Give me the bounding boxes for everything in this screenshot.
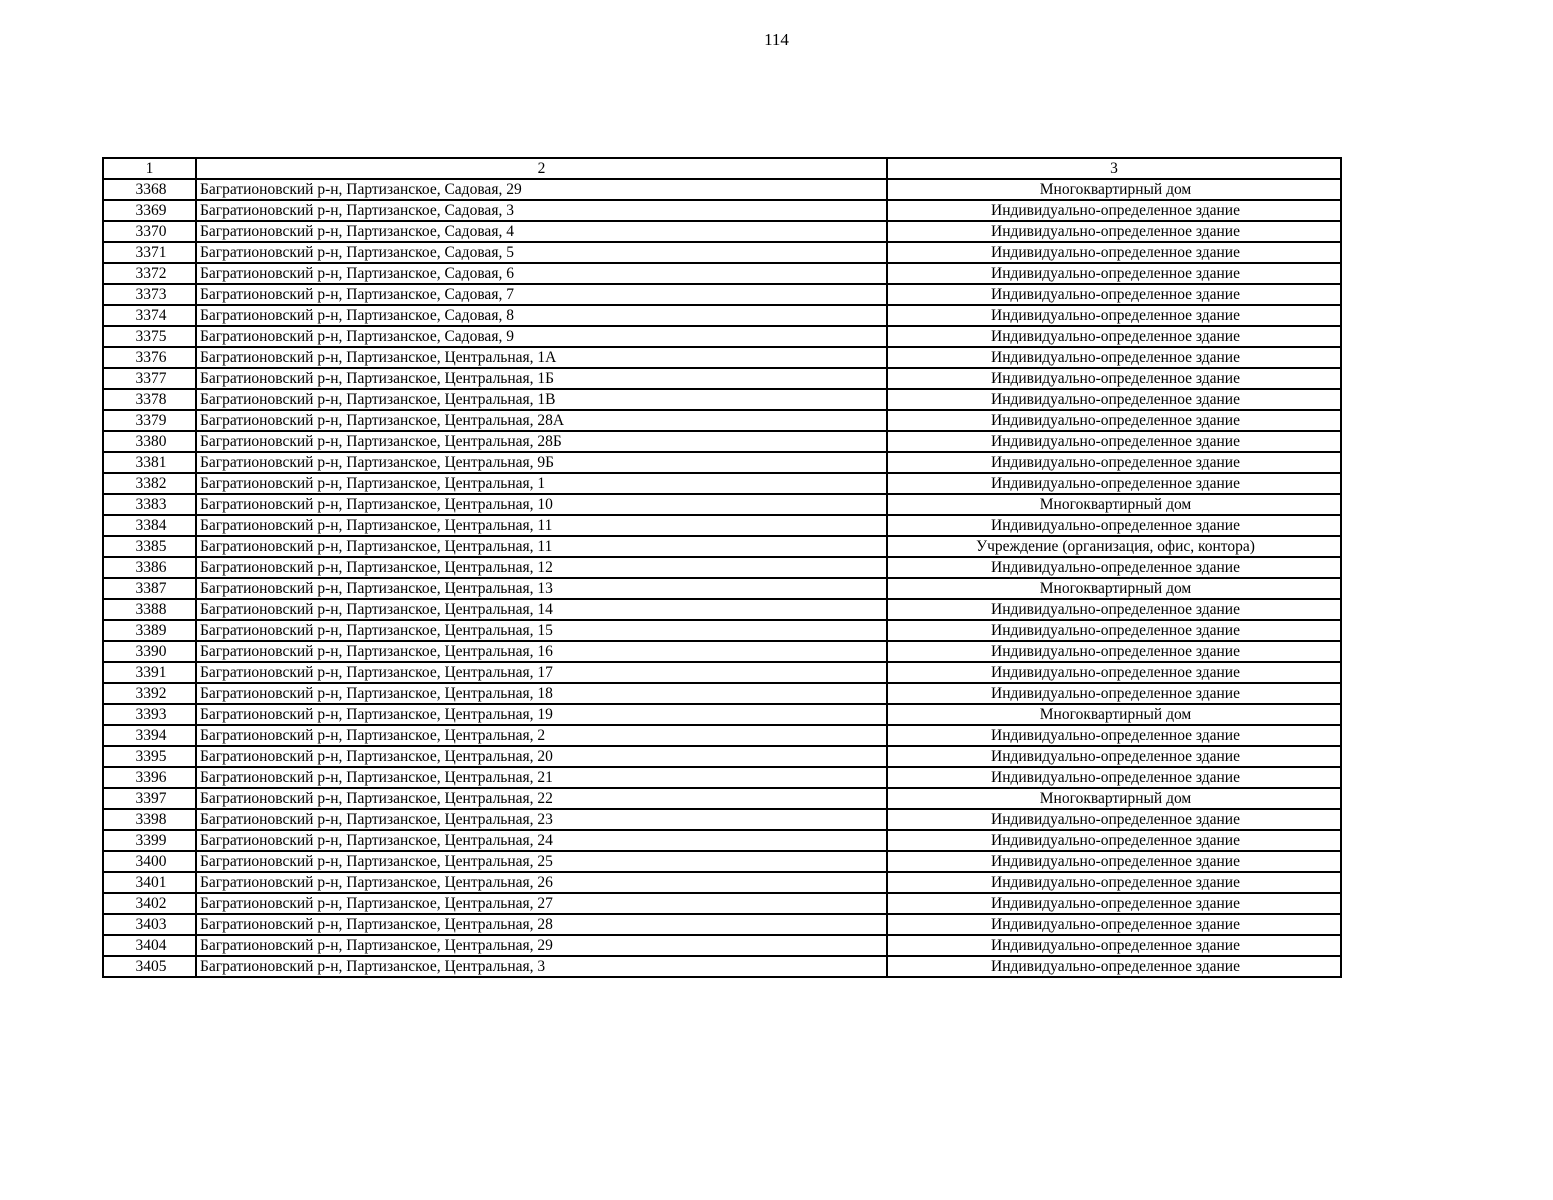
building-type-cell: Индивидуально-определенное здание	[887, 221, 1341, 242]
address-cell: Багратионовский р-н, Партизанское, Садовая, 5	[196, 242, 887, 263]
row-number-cell: 3378	[103, 389, 196, 410]
address-cell: Багратионовский р-н, Партизанское, Центральная, 27	[196, 893, 887, 914]
row-number-cell: 3398	[103, 809, 196, 830]
table-row	[103, 305, 1341, 326]
address-cell: Багратионовский р-н, Партизанское, Центральная, 28А	[196, 410, 887, 431]
building-type-cell: Индивидуально-определенное здание	[887, 851, 1341, 872]
row-number-cell: 3371	[103, 242, 196, 263]
address-cell: Багратионовский р-н, Партизанское, Центральная, 22	[196, 788, 887, 809]
address-cell: Багратионовский р-н, Партизанское, Центральная, 9Б	[196, 452, 887, 473]
address-cell: Багратионовский р-н, Партизанское, Центральная, 15	[196, 620, 887, 641]
table-row	[103, 746, 1341, 767]
building-type-cell: Индивидуально-определенное здание	[887, 599, 1341, 620]
table-row	[103, 872, 1341, 893]
row-number-cell: 3396	[103, 767, 196, 788]
table-row	[103, 830, 1341, 851]
table-row	[103, 851, 1341, 872]
address-cell: Багратионовский р-н, Партизанское, Центральная, 13	[196, 578, 887, 599]
table-row	[103, 578, 1341, 599]
row-number-cell: 3377	[103, 368, 196, 389]
row-number-cell: 3376	[103, 347, 196, 368]
building-type-cell: Индивидуально-определенное здание	[887, 557, 1341, 578]
row-number-cell: 3395	[103, 746, 196, 767]
table-row	[103, 956, 1341, 977]
address-cell: Багратионовский р-н, Партизанское, Садовая, 29	[196, 179, 887, 200]
building-type-cell: Индивидуально-определенное здание	[887, 620, 1341, 641]
building-type-cell: Индивидуально-определенное здание	[887, 515, 1341, 536]
building-type-cell: Индивидуально-определенное здание	[887, 893, 1341, 914]
table-row	[103, 935, 1341, 956]
row-number-cell: 3390	[103, 641, 196, 662]
address-cell: Багратионовский р-н, Партизанское, Центральная, 1	[196, 473, 887, 494]
table-row	[103, 620, 1341, 641]
building-type-cell: Индивидуально-определенное здание	[887, 956, 1341, 977]
row-number-cell: 3375	[103, 326, 196, 347]
table-row	[103, 473, 1341, 494]
building-type-cell: Индивидуально-определенное здание	[887, 683, 1341, 704]
table-row	[103, 326, 1341, 347]
building-type-cell: Многоквартирный дом	[887, 788, 1341, 809]
address-cell: Багратионовский р-н, Партизанское, Центральная, 26	[196, 872, 887, 893]
address-cell: Багратионовский р-н, Партизанское, Центральная, 28Б	[196, 431, 887, 452]
table-row	[103, 200, 1341, 221]
building-type-cell: Индивидуально-определенное здание	[887, 347, 1341, 368]
building-type-cell: Многоквартирный дом	[887, 704, 1341, 725]
address-cell: Багратионовский р-н, Партизанское, Центральная, 11	[196, 536, 887, 557]
address-cell: Багратионовский р-н, Партизанское, Садовая, 4	[196, 221, 887, 242]
table-body	[103, 158, 1341, 977]
address-cell: Багратионовский р-н, Партизанское, Центральная, 28	[196, 914, 887, 935]
table-row	[103, 599, 1341, 620]
address-cell: Багратионовский р-н, Партизанское, Садовая, 9	[196, 326, 887, 347]
address-cell: Багратионовский р-н, Партизанское, Центральная, 14	[196, 599, 887, 620]
row-number-cell: 3387	[103, 578, 196, 599]
row-number-cell: 3386	[103, 557, 196, 578]
row-number-cell: 3369	[103, 200, 196, 221]
table-row	[103, 494, 1341, 515]
address-cell: Багратионовский р-н, Партизанское, Центральная, 3	[196, 956, 887, 977]
row-number-cell: 3380	[103, 431, 196, 452]
address-cell: Багратионовский р-н, Партизанское, Центральная, 20	[196, 746, 887, 767]
building-type-cell: Индивидуально-определенное здание	[887, 368, 1341, 389]
row-number-cell: 3405	[103, 956, 196, 977]
building-type-cell: Индивидуально-определенное здание	[887, 263, 1341, 284]
building-type-cell: Индивидуально-определенное здание	[887, 473, 1341, 494]
building-type-cell: Многоквартирный дом	[887, 179, 1341, 200]
table-row	[103, 914, 1341, 935]
table-row	[103, 788, 1341, 809]
row-number-cell: 3391	[103, 662, 196, 683]
row-number-cell: 3399	[103, 830, 196, 851]
row-number-cell: 3392	[103, 683, 196, 704]
address-cell: Багратионовский р-н, Партизанское, Центральная, 11	[196, 515, 887, 536]
building-type-cell: Многоквартирный дом	[887, 578, 1341, 599]
table-row	[103, 347, 1341, 368]
table-row	[103, 389, 1341, 410]
table-row	[103, 683, 1341, 704]
address-cell: Багратионовский р-н, Партизанское, Садовая, 3	[196, 200, 887, 221]
table-row	[103, 179, 1341, 200]
address-cell: Багратионовский р-н, Партизанское, Садовая, 6	[196, 263, 887, 284]
building-type-cell: Индивидуально-определенное здание	[887, 389, 1341, 410]
address-cell: Багратионовский р-н, Партизанское, Садовая, 8	[196, 305, 887, 326]
table-row	[103, 284, 1341, 305]
row-number-cell: 3389	[103, 620, 196, 641]
row-number-cell: 3370	[103, 221, 196, 242]
address-cell: Багратионовский р-н, Партизанское, Центральная, 29	[196, 935, 887, 956]
building-type-cell: Индивидуально-определенное здание	[887, 242, 1341, 263]
address-cell: Багратионовский р-н, Партизанское, Центральная, 12	[196, 557, 887, 578]
building-type-cell: Индивидуально-определенное здание	[887, 746, 1341, 767]
row-number-cell: 3383	[103, 494, 196, 515]
row-number-cell: 3404	[103, 935, 196, 956]
table-row	[103, 809, 1341, 830]
row-number-cell: 3372	[103, 263, 196, 284]
column-header-3: 3	[887, 158, 1341, 179]
table-row	[103, 242, 1341, 263]
building-type-cell: Индивидуально-определенное здание	[887, 872, 1341, 893]
address-cell: Багратионовский р-н, Партизанское, Центральная, 23	[196, 809, 887, 830]
building-type-cell: Индивидуально-определенное здание	[887, 410, 1341, 431]
building-type-cell: Индивидуально-определенное здание	[887, 662, 1341, 683]
address-cell: Багратионовский р-н, Партизанское, Садовая, 7	[196, 284, 887, 305]
row-number-cell: 3382	[103, 473, 196, 494]
table-row	[103, 641, 1341, 662]
building-type-cell: Индивидуально-определенное здание	[887, 284, 1341, 305]
row-number-cell: 3381	[103, 452, 196, 473]
table-row	[103, 515, 1341, 536]
address-cell: Багратионовский р-н, Партизанское, Центральная, 1В	[196, 389, 887, 410]
table-row	[103, 263, 1341, 284]
building-type-cell: Индивидуально-определенное здание	[887, 641, 1341, 662]
table-row	[103, 767, 1341, 788]
building-type-cell: Индивидуально-определенное здание	[887, 767, 1341, 788]
row-number-cell: 3384	[103, 515, 196, 536]
row-number-cell: 3368	[103, 179, 196, 200]
row-number-cell: 3374	[103, 305, 196, 326]
table-row	[103, 725, 1341, 746]
row-number-cell: 3403	[103, 914, 196, 935]
building-type-cell: Индивидуально-определенное здание	[887, 431, 1341, 452]
building-type-cell: Индивидуально-определенное здание	[887, 200, 1341, 221]
address-cell: Багратионовский р-н, Партизанское, Центральная, 10	[196, 494, 887, 515]
row-number-cell: 3393	[103, 704, 196, 725]
column-header-1: 1	[103, 158, 196, 179]
address-cell: Багратионовский р-н, Партизанское, Центральная, 1Б	[196, 368, 887, 389]
row-number-cell: 3400	[103, 851, 196, 872]
table-row	[103, 452, 1341, 473]
building-type-cell: Индивидуально-определенное здание	[887, 830, 1341, 851]
row-number-cell: 3401	[103, 872, 196, 893]
row-number-cell: 3379	[103, 410, 196, 431]
building-type-cell: Индивидуально-определенное здание	[887, 452, 1341, 473]
row-number-cell: 3373	[103, 284, 196, 305]
row-number-cell: 3402	[103, 893, 196, 914]
address-cell: Багратионовский р-н, Партизанское, Центральная, 19	[196, 704, 887, 725]
row-number-cell: 3388	[103, 599, 196, 620]
page-number: 114	[764, 30, 789, 49]
building-type-cell: Многоквартирный дом	[887, 494, 1341, 515]
address-cell: Багратионовский р-н, Партизанское, Центральная, 18	[196, 683, 887, 704]
building-type-cell: Индивидуально-определенное здание	[887, 809, 1341, 830]
building-type-cell: Индивидуально-определенное здание	[887, 725, 1341, 746]
table-row	[103, 704, 1341, 725]
column-header-2: 2	[196, 158, 887, 179]
building-type-cell: Учреждение (организация, офис, контора)	[887, 536, 1341, 557]
row-number-cell: 3385	[103, 536, 196, 557]
address-cell: Багратионовский р-н, Партизанское, Центральная, 21	[196, 767, 887, 788]
address-registry-table	[102, 157, 1342, 978]
address-cell: Багратионовский р-н, Партизанское, Центральная, 25	[196, 851, 887, 872]
building-type-cell: Индивидуально-определенное здание	[887, 305, 1341, 326]
row-number-cell: 3394	[103, 725, 196, 746]
address-cell: Багратионовский р-н, Партизанское, Центральная, 17	[196, 662, 887, 683]
building-type-cell: Индивидуально-определенное здание	[887, 326, 1341, 347]
table-row	[103, 893, 1341, 914]
table-header-row	[103, 158, 1341, 179]
table-row	[103, 536, 1341, 557]
table-row	[103, 557, 1341, 578]
table-row	[103, 410, 1341, 431]
table-row	[103, 431, 1341, 452]
building-type-cell: Индивидуально-определенное здание	[887, 914, 1341, 935]
address-cell: Багратионовский р-н, Партизанское, Центральная, 16	[196, 641, 887, 662]
address-cell: Багратионовский р-н, Партизанское, Центральная, 1А	[196, 347, 887, 368]
table-row	[103, 221, 1341, 242]
table-row	[103, 662, 1341, 683]
address-cell: Багратионовский р-н, Партизанское, Центральная, 24	[196, 830, 887, 851]
address-cell: Багратионовский р-н, Партизанское, Центральная, 2	[196, 725, 887, 746]
row-number-cell: 3397	[103, 788, 196, 809]
table-row	[103, 368, 1341, 389]
building-type-cell: Индивидуально-определенное здание	[887, 935, 1341, 956]
